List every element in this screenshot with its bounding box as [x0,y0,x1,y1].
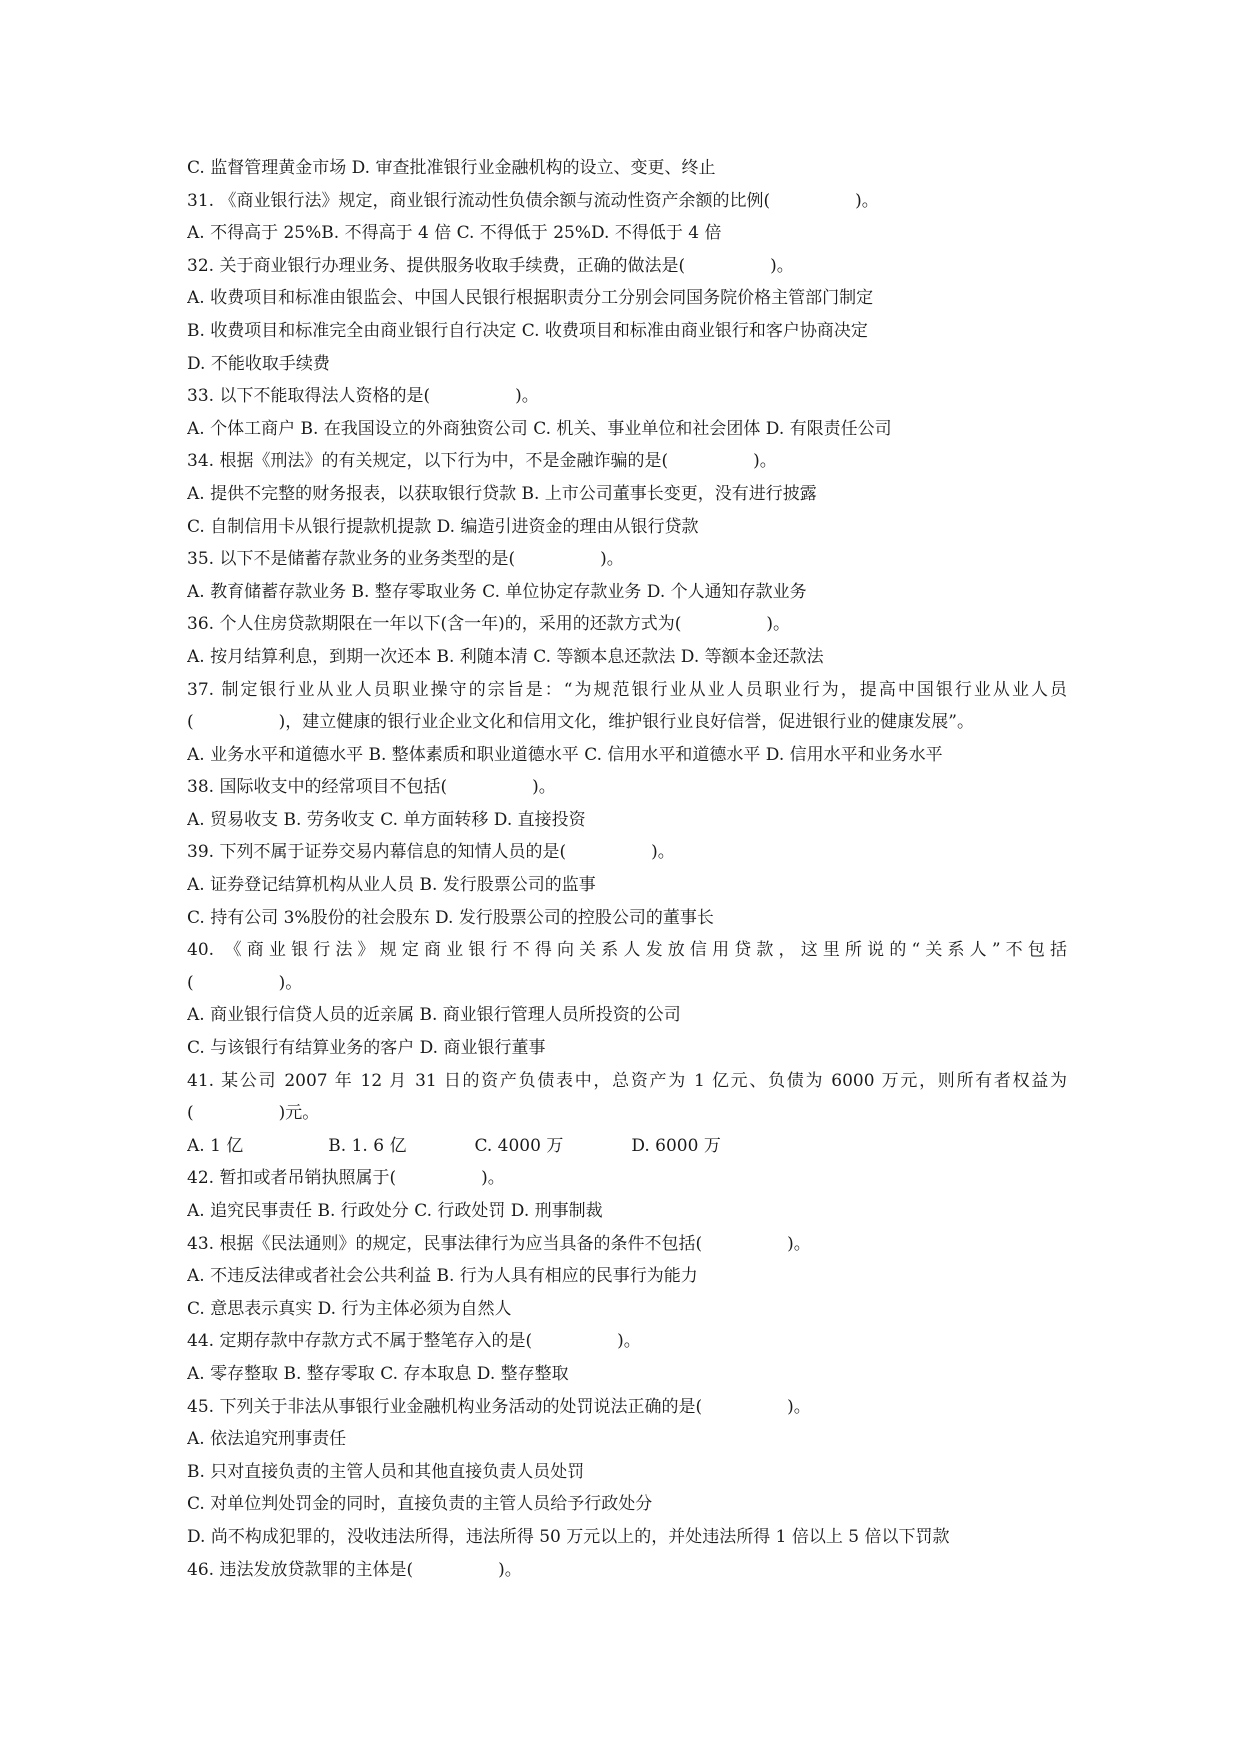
question-39: 39. 下列不属于证券交易内幕信息的知情人员的是( )。 [187,842,675,863]
question-42-options: A. 追究民事责任 B. 行政处分 C. 行政处罚 D. 刑事制裁 [187,1201,603,1221]
question-32-option-a: A. 收费项目和标准由银监会、中国人民银行根据职责分工分别会同国务院价格主管部门制定 [187,288,874,309]
question-36-options: A. 按月结算利息，到期一次还本 B. 利随本清 C. 等额本息还款法 D. 等额本金还款法 [187,646,824,667]
question-32-option-d: D. 不能收取手续费 [187,353,330,374]
question-39-options-cd: C. 持有公司 3%股份的社会股东 D. 发行股票公司的控股公司的董事长 [187,907,714,928]
question-44: 44. 定期存款中存款方式不属于整笔存入的是( )。 [187,1331,641,1352]
question-42: 42. 暂扣或者吊销执照属于( )。 [187,1168,505,1189]
question-37-continued: ( )，建立健康的银行业企业文化和信用文化，维护银行业良好信誉，促进银行业的健康发展”。 [187,712,974,733]
question-45-option-b: B. 只对直接负责的主管人员和其他直接负责人员处罚 [187,1461,585,1482]
question-36: 36. 个人住房贷款期限在一年以下(含一年)的，采用的还款方式为( )。 [187,614,790,635]
question-31-options: A. 不得高于 25%B. 不得高于 4 倍 C. 不得低于 25%D. 不得低于 4 倍 [187,223,722,244]
question-43-options-cd: C. 意思表示真实 D. 行为主体必须为自然人 [187,1298,512,1319]
question-45: 45. 下列关于非法从事银行业金融机构业务活动的处罚说法正确的是( )。 [187,1396,811,1417]
question-40-options-cd: C. 与该银行有结算业务的客户 D. 商业银行董事 [187,1038,546,1059]
question-33: 33. 以下不能取得法人资格的是( )。 [187,386,539,407]
question-38-options: A. 贸易收支 B. 劳务收支 C. 单方面转移 D. 直接投资 [187,809,586,830]
question-34-options-ab: A. 提供不完整的财务报表，以获取银行贷款 B. 上市公司董事长变更，没有进行披露 [187,483,817,504]
question-38: 38. 国际收支中的经常项目不包括( )。 [187,777,556,798]
question-35: 35. 以下不是储蓄存款业务的业务类型的是( )。 [187,549,624,570]
question-45-option-d: D. 尚不构成犯罪的，没收违法所得，违法所得 50 万元以上的，并处违法所得 1 倍以上 5 倍以下罚款 [187,1526,950,1547]
text-line: C. 监督管理黄金市场 D. 审查批准银行业金融机构的设立、变更、终止 [187,158,716,178]
question-34: 34. 根据《刑法》的有关规定，以下行为中，不是金融诈骗的是( )。 [187,451,777,472]
question-43-options-ab: A. 不违反法律或者社会公共利益 B. 行为人具有相应的民事行为能力 [187,1266,698,1287]
question-40-continued: ( )。 [187,972,303,993]
question-41-continued: ( )元。 [187,1103,320,1124]
question-37: 37. 制定银行业从业人员职业操守的宗旨是：“为规范银行业从业人员职业行为，提高中国银行业从业人员 [187,679,1067,700]
question-39-options-ab: A. 证券登记结算机构从业人员 B. 发行股票公司的监事 [187,875,596,896]
question-44-options: A. 零存整取 B. 整存零取 C. 存本取息 D. 整存整取 [187,1363,569,1384]
question-46: 46. 违法发放贷款罪的主体是( )。 [187,1559,522,1580]
question-35-options: A. 教育储蓄存款业务 B. 整存零取业务 C. 单位协定存款业务 D. 个人通知存款业务 [187,581,807,602]
question-31: 31. 《商业银行法》规定，商业银行流动性负债余额与流动性资产余额的比例( )。 [187,190,879,211]
question-41-options: A. 1 亿 B. 1. 6 亿 C. 4000 万 D. 6000 万 [187,1135,721,1156]
question-40: 40. 《商业银行法》规定商业银行不得向关系人发放信用贷款，这里所说的“关系人”不包括 [187,940,1067,961]
question-32-options-bc: B. 收费项目和标准完全由商业银行自行决定 C. 收费项目和标准由商业银行和客户协商决定 [187,320,868,341]
question-32: 32. 关于商业银行办理业务、提供服务收取手续费，正确的做法是( )。 [187,255,794,276]
document-body [187,152,1067,1586]
question-34-options-cd: C. 自制信用卡从银行提款机提款 D. 编造引进资金的理由从银行贷款 [187,516,699,537]
question-43: 43. 根据《民法通则》的规定，民事法律行为应当具备的条件不包括( )。 [187,1233,811,1254]
question-45-option-a: A. 依法追究刑事责任 [187,1429,347,1450]
question-33-options: A. 个体工商户 B. 在我国设立的外商独资公司 C. 机关、事业单位和社会团体 D. 有限责任公司 [187,418,892,439]
question-40-options-ab: A. 商业银行信贷人员的近亲属 B. 商业银行管理人员所投资的公司 [187,1005,681,1026]
question-45-option-c: C. 对单位判处罚金的同时，直接负责的主管人员给予行政处分 [187,1494,653,1515]
question-37-options: A. 业务水平和道德水平 B. 整体素质和职业道德水平 C. 信用水平和道德水平 D. 信用水平和业务水平 [187,744,943,765]
question-41: 41. 某公司 2007 年 12 月 31 日的资产负债表中，总资产为 1 亿元、负债为 6000 万元，则所有者权益为 [187,1070,1067,1091]
